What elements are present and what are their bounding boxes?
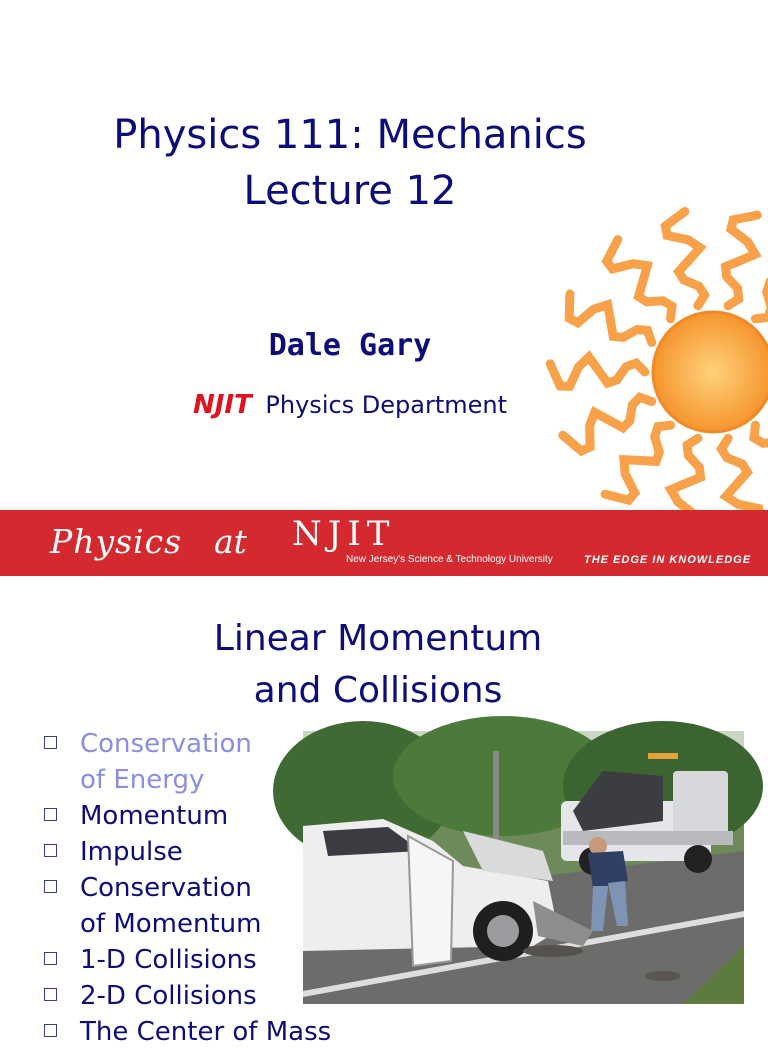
banner-physics-text: Physics — [50, 522, 183, 561]
university-tagline: New Jersey's Science & Technology University — [346, 554, 553, 565]
list-item: Conservation of Energy — [42, 726, 331, 798]
list-item: 2-D Collisions — [42, 978, 331, 1014]
njit-logo: NJIT — [292, 514, 396, 554]
slide-title-line-1: Linear Momentum — [213, 618, 543, 659]
njit-label: NJIT — [192, 390, 252, 420]
department-name: Physics Department — [265, 391, 508, 419]
sun-ray — [607, 240, 672, 319]
sun-ray — [605, 425, 671, 500]
content-slide — [0, 588, 768, 1047]
edge-in-knowledge-tagline: THE EDGE IN KNOWLEDGE — [584, 554, 752, 566]
bullet-box-icon — [44, 880, 57, 893]
banner-at-text: at — [214, 522, 247, 561]
list-item: The Center of Mass — [42, 1014, 331, 1050]
car-crash-photo — [303, 731, 744, 1004]
sun-ray — [563, 397, 652, 451]
sun-ray — [665, 212, 704, 306]
list-item: 1-D Collisions — [42, 942, 331, 978]
sun-ray — [754, 425, 768, 504]
list-item: Impulse — [42, 834, 331, 870]
sun-ray — [726, 215, 758, 306]
bullet-box-icon — [44, 844, 57, 857]
bullet-box-icon — [44, 952, 57, 965]
bullet-box-icon — [44, 1024, 57, 1037]
bullet-box-icon — [44, 736, 57, 749]
physics-at-njit-banner — [0, 510, 768, 576]
list-item: Conservation of Momentum — [42, 870, 331, 942]
slide-title-line-2: and Collisions — [253, 670, 503, 711]
sun-icon — [568, 190, 768, 550]
slide-title-line-1: Physics 111: Mechanics — [113, 112, 587, 158]
bullet-box-icon — [44, 988, 57, 1001]
author-name: Dale Gary — [268, 328, 432, 363]
slide-title-line-2: Lecture 12 — [243, 168, 457, 214]
list-item: Momentum — [42, 798, 331, 834]
bullet-box-icon — [44, 808, 57, 821]
